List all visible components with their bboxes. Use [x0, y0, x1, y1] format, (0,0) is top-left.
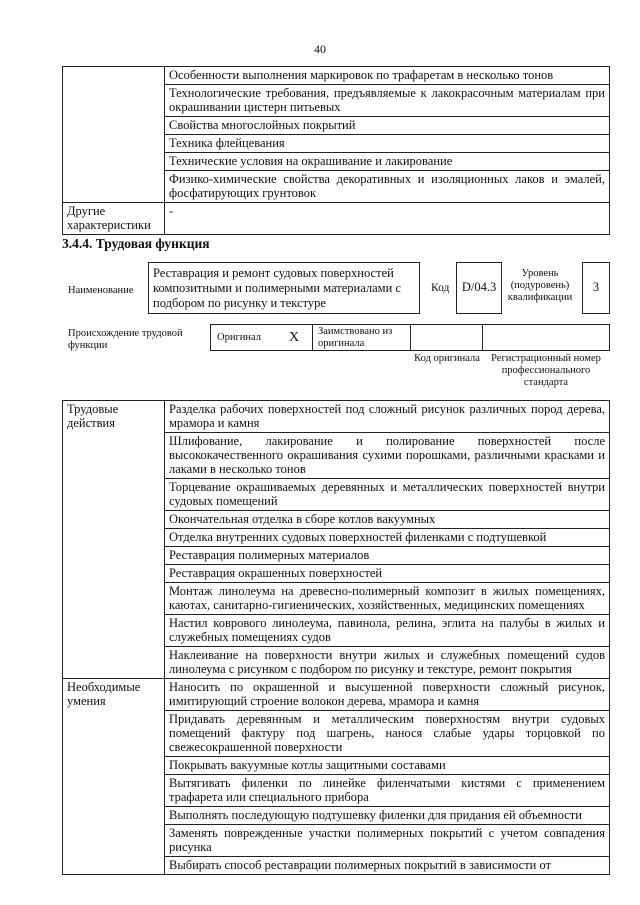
level-value-box: 3	[582, 262, 610, 314]
knowledge-table-continued	[62, 66, 610, 235]
level-label: Уровень (подуровень) квалификации	[507, 268, 573, 303]
labor-action-item: Окончательная отделка в сборе котлов вакуумных	[165, 511, 610, 529]
other-characteristics-label: Другие характеристики	[63, 203, 165, 235]
labor-action-item: Отделка внутренних судовых поверхностей филенками с подтушевкой	[165, 529, 610, 547]
labor-action-item: Монтаж линолеума на древесно-полимерный композит в жилых помещениях, каютах, санитарно-гигиенических, хозяйственных, медицинских помещениях	[165, 583, 610, 615]
labor-action-item: Торцевание окрашиваемых деревянных и металлических поверхностей внутри судовых помещений	[165, 479, 610, 511]
labor-action-item: Реставрация окрашенных поверхностей	[165, 565, 610, 583]
name-label: Наименование	[68, 285, 134, 296]
origin-divider	[482, 324, 483, 351]
skill-item: Выполнять последующую подтушевку филенки для придания ей объемности	[165, 807, 610, 825]
section-title: 3.4.4. Трудовая функция	[62, 236, 210, 251]
knowledge-item: Физико-химические свойства декоративных и изоляционных лаков и эмалей, фосфатирующих грунтовок	[165, 171, 610, 203]
skill-item: Наносить по окрашенной и высушенной поверхности сложный рисунок, имитирующий строение волокон дерева, мрамора и камня	[165, 679, 610, 711]
reg-number-caption: Регистрационный номер профессионального стандарта	[491, 353, 601, 388]
origin-label: Происхождение трудовой функции	[68, 328, 183, 351]
knowledge-item: Техника флейцевания	[165, 135, 610, 153]
origin-divider	[410, 324, 411, 351]
original-mark: X	[289, 330, 300, 345]
original-label: Оригинал	[217, 332, 261, 343]
labor-actions-label: Трудовые действия	[63, 401, 165, 679]
code-value-box: D/04.3	[456, 262, 502, 314]
labor-action-item: Наклеивание на поверхности внутри жилых и служебных помещений судов линолеума с рисунком с подбором по рисунку и текстуре, ремонт покрытия	[165, 647, 610, 679]
knowledge-item: Особенности выполнения маркировок по трафаретам в несколько тонов	[165, 67, 610, 85]
knowledge-item: Свойства многослойных покрытий	[165, 117, 610, 135]
origin-divider	[312, 324, 313, 351]
knowledge-item: Технические условия на окрашивание и лакирование	[165, 153, 610, 171]
labor-action-item: Шлифование, лакирование и полирование поверхностей после высококачественного окрашивания сухими порошками, различными красками и лаками в несколько тонов	[165, 433, 610, 479]
empty-left-cell	[63, 67, 165, 203]
page-number: 40	[314, 42, 326, 56]
skill-item: Выбирать способ реставрации полимерных покрытий в зависимости от	[165, 857, 610, 875]
labor-action-item: Реставрация полимерных материалов	[165, 547, 610, 565]
code-original-caption: Код оригинала	[414, 353, 480, 364]
borrowed-label: Заимствовано из оригинала	[318, 326, 393, 349]
skill-item: Покрывать вакуумные котлы защитными составами	[165, 757, 610, 775]
knowledge-item: Технологические требования, предъявляемые к лакокрасочным материалам при окрашивании цистерн питьевых	[165, 85, 610, 117]
skill-item: Вытягивать филенки по линейке филенчатыми кистями с применением трафарета или специального прибора	[165, 775, 610, 807]
skill-item: Придавать деревянным и металлическим поверхностям внутри судовых помещений фактуру под шагрень, нанося слабые удары торцовкой по свежесокрашенной поверхности	[165, 711, 610, 757]
labor-action-item: Разделка рабочих поверхностей под сложный рисунок различных пород дерева, мрамора и камня	[165, 401, 610, 433]
labor-action-item: Настил коврового линолеума, павинола, релина, эглита на палубы в жилых и служебных помещениях судов	[165, 615, 610, 647]
function-name-box: Реставрация и ремонт судовых поверхностей композитными и полимерными материалами с подбором по рисунку и текстуре	[148, 262, 420, 314]
skills-label: Необходимые умения	[63, 679, 165, 875]
code-label: Код	[431, 282, 450, 294]
function-details-table	[62, 400, 610, 875]
skill-item: Заменять поврежденные участки полимерных покрытий с учетом совпадения рисунка	[165, 825, 610, 857]
other-characteristics-value: -	[165, 203, 610, 235]
